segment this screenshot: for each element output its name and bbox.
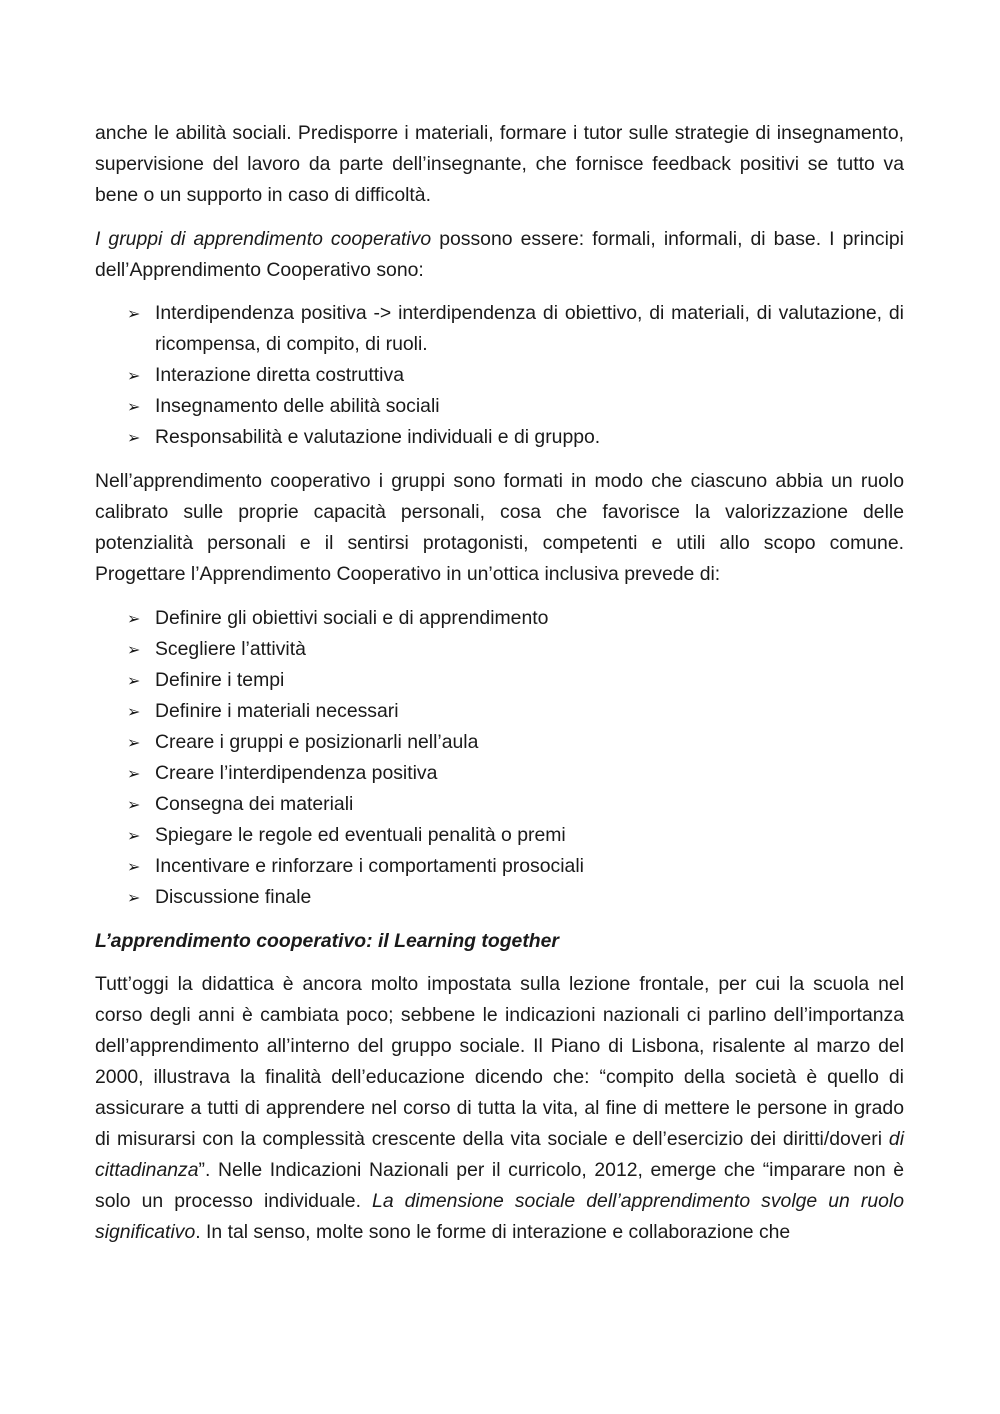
document-page [95, 118, 904, 1261]
list-item: ➢ Incentivare e rinforzare i comportamenti prosociali [155, 851, 904, 882]
arrow-bullet-icon: ➢ [127, 702, 141, 721]
list-item: ➢ Scegliere l’attività [155, 634, 904, 665]
list-item: ➢ Creare l’interdipendenza positiva [155, 758, 904, 789]
arrow-bullet-icon: ➢ [127, 304, 141, 323]
paragraph-cooperative: Nell’apprendimento cooperativo i gruppi sono formati in modo che ciascuno abbia un ruolo calibrato sulle proprie capacità personali, cosa che favorisce la valorizzazione delle potenzialità personali e il sentirsi protagonisti, competenti e utili allo scopo comune. Progettare l’Apprendimento Cooperativo in un’ottica inclusiva prevede di: [95, 470, 904, 585]
list-item: ➢ Interazione diretta costruttiva [155, 360, 904, 391]
arrow-bullet-icon: ➢ [127, 428, 141, 447]
arrow-bullet-icon: ➢ [127, 397, 141, 416]
list-item: ➢ Interdipendenza positiva -> interdipendenza di obiettivo, di materiali, di valutazione, di ricompensa, di compito, di ruoli. [155, 298, 904, 360]
list-item: ➢ Creare i gruppi e posizionarli nell’aula [155, 727, 904, 758]
list-item: ➢ Definire i tempi [155, 665, 904, 696]
groups-text: possono essere: formali, informali, di base. I principi dell’Apprendimento Cooperativo sono: [95, 228, 904, 281]
arrow-bullet-icon: ➢ [127, 826, 141, 845]
list-item: ➢ Definire i materiali necessari [155, 696, 904, 727]
groups-italic-phrase: I gruppi di apprendimento cooperativo [95, 228, 432, 250]
paragraph-groups [95, 224, 904, 286]
list-item: ➢ Spiegare le regole ed eventuali penalità o premi [155, 820, 904, 851]
list-item: ➢ Insegnamento delle abilità sociali [155, 391, 904, 422]
arrow-bullet-icon: ➢ [127, 640, 141, 659]
list-item: ➢ Responsabilità e valutazione individuali e di gruppo. [155, 422, 904, 453]
steps-list [95, 603, 904, 913]
principles-list [95, 298, 904, 453]
list-item: ➢ Consegna dei materiali [155, 789, 904, 820]
arrow-bullet-icon: ➢ [127, 671, 141, 690]
paragraph-learning-together: Tutt’oggi la didattica è ancora molto impostata sulla lezione frontale, per cui la scuola nel corso degli anni è cambiata poco; sebbene le indicazioni nazionali ci parlino dell’importanza dell’apprendimento all’interno del gruppo sociale. Il Piano di Lisbona, risalente al marzo del 2000, illustrava la finalità dell’educazione dicendo che: “compito della società è quello di assicurare a tutti di apprendere nel corso di tutta la vita, al fine di mettere le persone in grado di misurarsi con la complessità crescente della vita sociale e dell’esercizio dei diritti/doveri di cittadinanza”. Nelle Indicazioni Nazionali per il curricolo, 2012, emerge che “imparare non è solo un processo individuale. La dimensione sociale dell’apprendimento svolge un ruolo significativo. In tal senso, molte sono le forme di interazione e collaborazione che [95, 973, 904, 1243]
arrow-bullet-icon: ➢ [127, 795, 141, 814]
list-item: ➢ Discussione finale [155, 882, 904, 913]
list-item: ➢ Definire gli obiettivi sociali e di apprendimento [155, 603, 904, 634]
section-heading: L’apprendimento cooperativo: il Learning together [95, 930, 559, 952]
paragraph-intro: anche le abilità sociali. Predisporre i materiali, formare i tutor sulle strategie di insegnamento, supervisione del lavoro da parte dell’insegnante, che fornisce feedback positivi se tutto va bene o un supporto in caso di difficoltà. [95, 122, 904, 206]
arrow-bullet-icon: ➢ [127, 857, 141, 876]
arrow-bullet-icon: ➢ [127, 888, 141, 907]
arrow-bullet-icon: ➢ [127, 609, 141, 628]
arrow-bullet-icon: ➢ [127, 764, 141, 783]
arrow-bullet-icon: ➢ [127, 366, 141, 385]
arrow-bullet-icon: ➢ [127, 733, 141, 752]
